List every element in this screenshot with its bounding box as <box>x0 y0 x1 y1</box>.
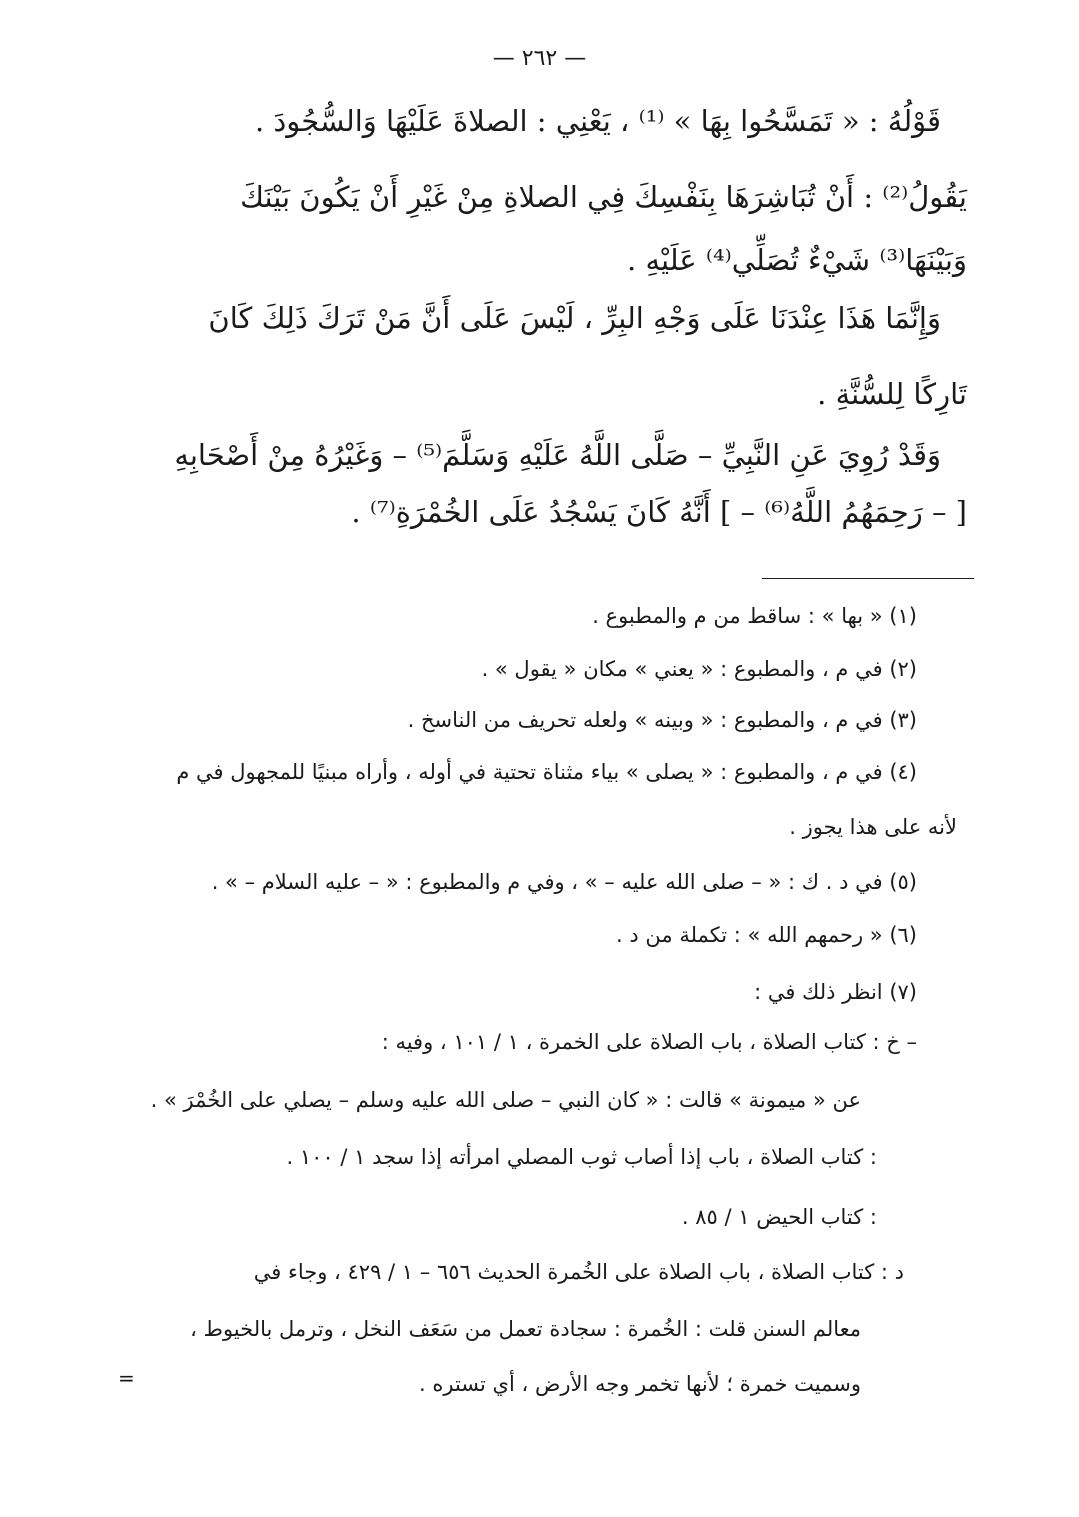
footnote-4: (٤) في م ، والمطبوع : « يصلى » بياء مثناة تحتية في أوله ، وأراه مبنيًا للمجهول في م <box>176 760 917 784</box>
footnote-7-commentary-cont: وسميت خمرة ؛ لأنها تخمر وجه الأرض ، أي تستره . <box>419 1372 861 1396</box>
footnote-6: (٦) « رحمهم الله » : تكملة من د . <box>616 923 917 947</box>
footnote-7-ref-3: : كتاب الحيض ١ / ٨٥ . <box>681 1205 877 1229</box>
main-line-5: تَارِكًا لِلسُّنَّةِ . <box>817 377 967 411</box>
margin-mark: = <box>118 1366 135 1390</box>
footnote-4-cont: لأنه على هذا يجوز . <box>789 815 957 839</box>
footnote-7-ref-abudawud: د : كتاب الصلاة ، باب الصلاة على الخُمرة الحديث ٦٥٦ – ١ / ٤٢٩ ، وجاء في <box>253 1260 904 1284</box>
main-line-7: [ – رَحِمَهُمُ اللَّهُ⁽⁶⁾ – ] أَنَّهُ كَانَ يَسْجُدُ عَلَى الخُمْرَةِ⁽⁷⁾ . <box>351 495 967 529</box>
main-line-4: وَإِنَّمَا هَذَا عِنْدَنَا عَلَى وَجْهِ البِرِّ ، لَيْسَ عَلَى أَنَّ مَنْ تَرَكَ ذَلِكَ كَانَ <box>208 301 941 335</box>
footnote-1: (١) « بها » : ساقط من م والمطبوع . <box>592 604 917 628</box>
footnote-7-ref-2: : كتاب الصلاة ، باب إذا أصاب ثوب المصلي امرأته إذا سجد ١ / ١٠٠ . <box>286 1145 877 1169</box>
footnote-separator <box>762 578 974 579</box>
footnote-7: (٧) انظر ذلك في : <box>754 980 917 1004</box>
main-line-1: قَوْلُهُ : « تَمَسَّحُوا بِهَا » ⁽¹⁾ ، يَعْنِي : الصلاةَ عَلَيْهَا وَالسُّجُودَ . <box>254 104 941 138</box>
footnote-7-quote: عن « ميمونة » قالت : « كان النبي – صلى الله عليه وسلم – يصلي على الخُمْرَ » . <box>150 1088 861 1112</box>
main-line-6: وَقَدْ رُوِيَ عَنِ النَّبِيِّ – صَلَّى اللَّهُ عَلَيْهِ وَسَلَّمَ⁽⁵⁾ – وَغَيْرُهُ مِنْ أَصْحَابِهِ <box>174 438 941 472</box>
footnote-3: (٣) في م ، والمطبوع : « وبينه » ولعله تحريف من الناسخ . <box>407 708 917 732</box>
footnote-7-commentary: معالم السنن قلت : الخُمرة : سجادة تعمل من سَعَف النخل ، وترمل بالخيوط ، <box>190 1317 861 1341</box>
main-line-3: وَبَيْنَهَا⁽³⁾ شَيْءٌ تُصَلِّي⁽⁴⁾ عَلَيْهِ . <box>627 243 967 277</box>
main-line-2: يَقُولُ⁽²⁾ : أَنْ تُبَاشِرَهَا بِنَفْسِكَ فِي الصلاةِ مِنْ غَيْرِ أَنْ يَكُونَ بَيْنَكَ <box>240 180 967 214</box>
footnote-2: (٢) في م ، والمطبوع : « يعني » مكان « يقول » . <box>481 657 917 681</box>
footnote-5: (٥) في د . ك : « – صلى الله عليه – » ، وفي م والمطبوع : « – عليه السلام – » . <box>211 870 917 894</box>
footnote-7-ref-bukhari: – خ : كتاب الصلاة ، باب الصلاة على الخمرة ، ١ / ١٠١ ، وفيه : <box>381 1030 917 1054</box>
page-number: — ٢٦٢ — <box>492 46 587 71</box>
